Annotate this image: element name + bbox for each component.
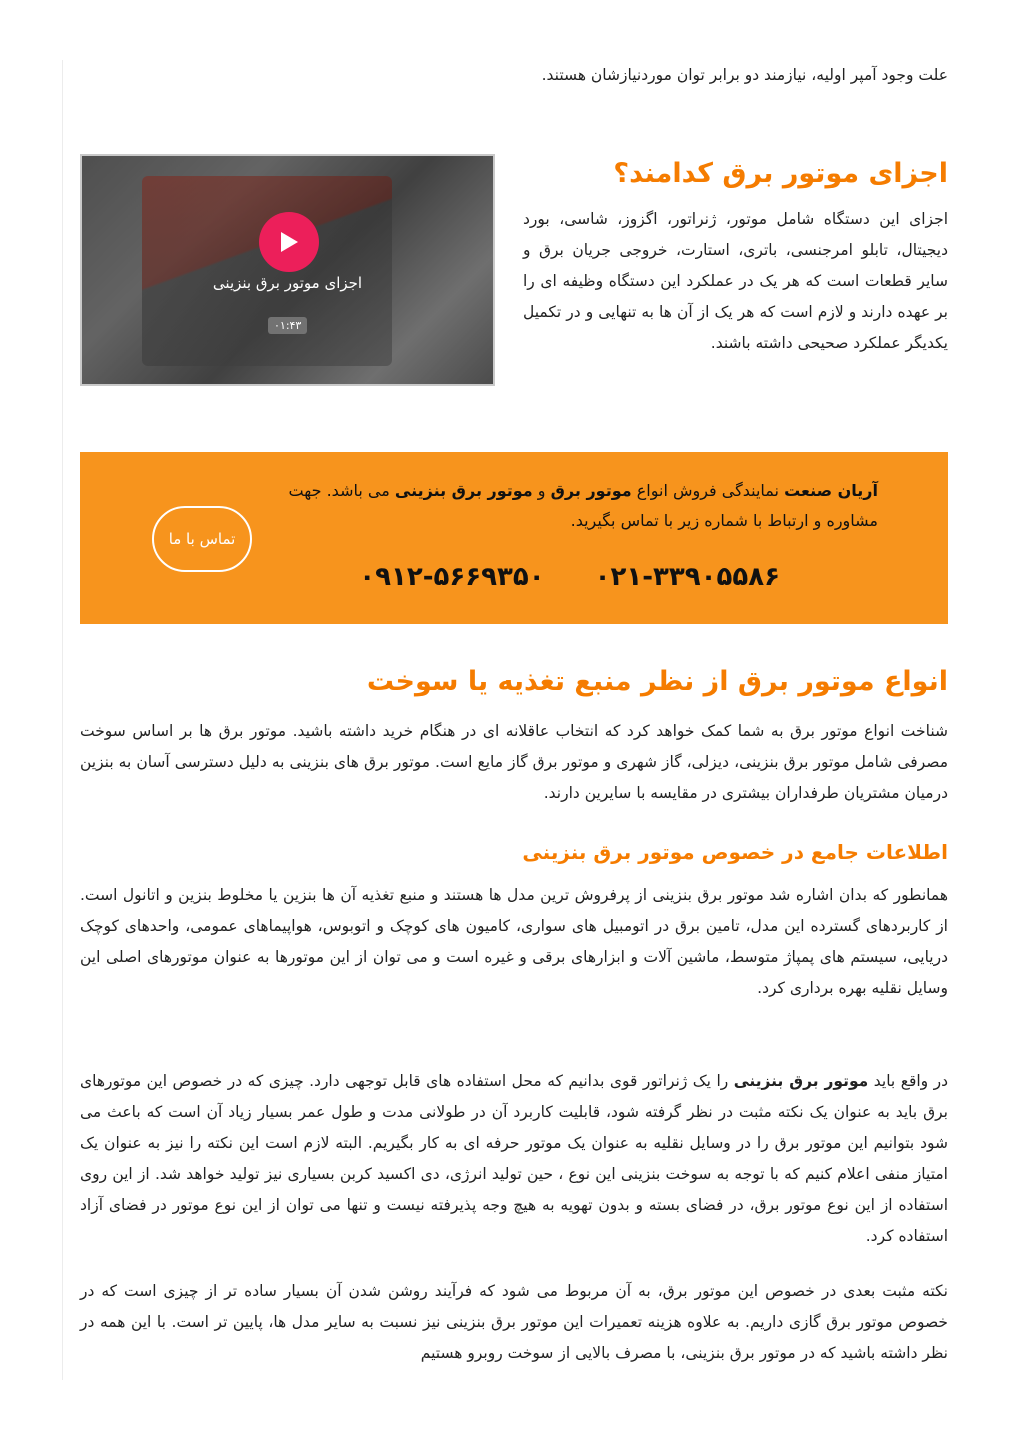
play-icon: [278, 230, 300, 254]
subsection-heading: اطلاعات جامع در خصوص موتور برق بنزینی: [522, 840, 948, 864]
section-heading: اجزای موتور برق کدامند؟: [613, 158, 948, 189]
video-player[interactable]: [80, 154, 495, 386]
contact-banner: [80, 452, 948, 624]
section-paragraph: در واقع باید موتور برق بنزینی را یک ژنراتور قوی بدانیم که محل استفاده های قابل توجهی دارد. چیزی که در خصوص این موتورهای برق باید به عنوان یک نکته مثبت در نظر گرفته شود، قابلیت کاربرد آن در طولانی مدت و طول عمر بسیار زیاد آن است که باعث می شود بتوانیم این موتور برق را در وسایل نقلیه به عنوان یک موتور حرفه ای به کار بگیریم. البته لازم است این نکته را نیز به عنوان یک امتیاز منفی اعلام کنیم که با توجه به سوخت بنزینی این نوع ، حین تولید انرژی، دی اکسید کربن بسیاری نیز تولید خواهد شد. از این روی استفاده از این نوع موتور برق، در فضای بسته و بدون تهویه به هیچ وجه پذیرفته نیست و تنها می توان از این نوع موتور در فضای آزاد استفاده کرد.: [80, 1072, 948, 1245]
phone-numbers: [359, 562, 780, 592]
product-link: موتور برق: [550, 481, 632, 500]
section-heading: انواع موتور برق از نظر منبع تغذیه یا سوخت: [366, 666, 948, 697]
banner-text: آریان صنعت نمایندگی فروش انواع موتور برق و موتور برق بنزینی می باشد. جهت مشاوره و ارتباط با شماره زیر با تماس بگیرید.: [288, 481, 878, 530]
product-link: موتور برق بنزینی: [394, 481, 533, 500]
phone-landline[interactable]: ۰۲۱-۳۳۹۰۵۵۸۶: [594, 562, 780, 592]
video-duration: ۰۱:۴۳: [268, 317, 307, 334]
section-paragraph: همانطور که بدان اشاره شد موتور برق بنزینی از پرفروش ترین مدل ها هستند و منبع تغذیه آن ها بنزین یا مخلوط بنزین و اتانول است. از کاربردهای گسترده این مدل، تامین برق در اتومبیل های سواری، کامیون های کوچک و اتوبوس، هواپیماهای عمومی، واحدهای کوچک دریایی، سیستم های پمپاژ متوسط، ماشین آلات و ابزارهای برقی و غیره است و می توان از این موتورها به عنوان موتورهای اصلی این وسایل نقلیه بهره برداری کرد.: [80, 886, 948, 997]
section-components: [80, 152, 948, 392]
section-paragraph: نکته مثبت بعدی در خصوص این موتور برق، به آن مربوط می شود که فرآیند روشن شدن آن بسیار ساده تر از چیزی است که در خصوص موتور برق گازی داریم. به علاوه هزینه تعمیرات این موتور برق بنزینی نیز نسبت به سایر مدل ها، پایین تر است. با این همه در نظر داشته باشید که در موتور برق بنزینی، با مصرف بالایی از سوخت روبرو هستیم: [80, 1282, 948, 1362]
section-components-text: [523, 152, 948, 359]
phone-mobile[interactable]: ۰۹۱۲-۵۶۶۹۳۵۰: [359, 562, 545, 592]
brand-name: آریان صنعت: [784, 481, 878, 500]
section-paragraph: اجزای این دستگاه شامل موتور، ژنراتور، اگزوز، شاسی، بورد دیجیتال، تابلو امرجنسی، باتری، استارت، خروجی جریان برق و سایر قطعات است که هر یک در عملکرد این دستگاه وظیفه ای را بر عهده دارند و لازم است که هر یک از آن ها به تنهایی و در تکمیل یکدیگر عملکرد صحیحی داشته باشند.: [523, 210, 948, 352]
section-paragraph: شناخت انواع موتور برق به شما کمک خواهد کرد که انتخاب عاقلانه ای در هنگام خرید داشته باشید. موتور برق ها بر اساس سوخت مصرفی شامل موتور برق بنزینی، دیزلی، گاز شهری و موتور برق گاز مایع است. موتور برق های بنزینی به دلیل دسترسی آسان به بنزین درمیان مشتریان طرفداران بیشتری در مقایسه با سایرین دارند.: [80, 722, 948, 802]
play-button[interactable]: [259, 212, 319, 272]
product-link: موتور برق بنزینی: [733, 1072, 869, 1090]
intro-paragraph: علت وجود آمپر اولیه، نیازمند دو برابر توان موردنیازشان هستند.: [541, 66, 948, 84]
page-left-rule: [62, 60, 63, 1380]
video-title: اجزای موتور برق بنزینی: [212, 274, 363, 292]
contact-us-button[interactable]: تماس با ما: [152, 506, 252, 572]
